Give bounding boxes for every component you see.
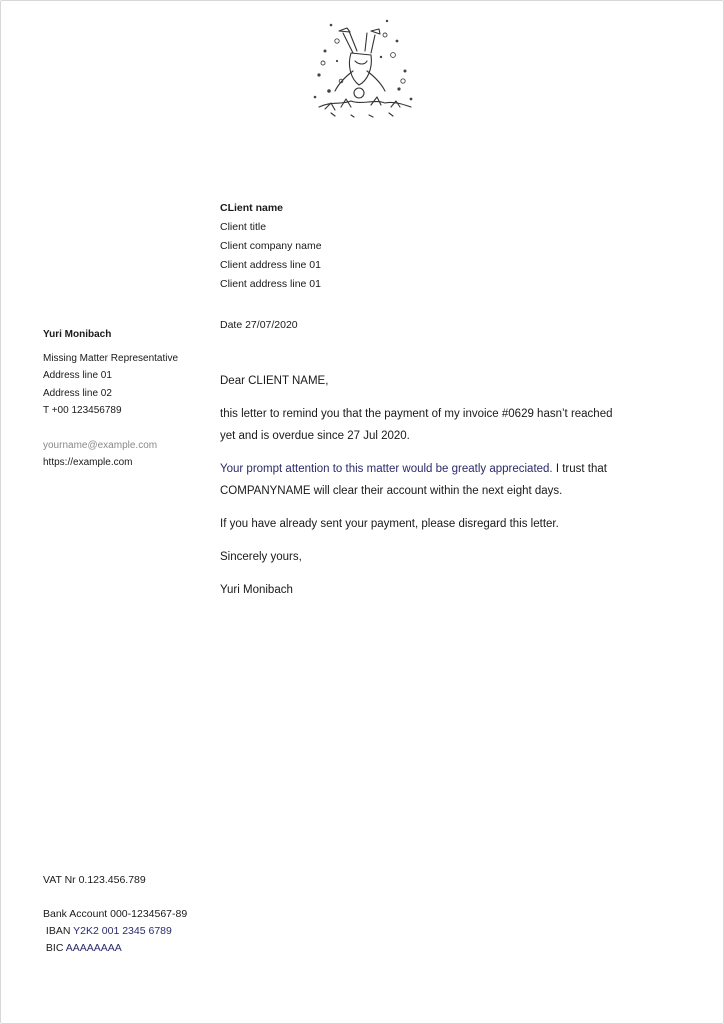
client-address-line-1: Client address line 01 [220, 259, 321, 271]
letter-paragraph-3: If you have already sent your payment, please disregard this letter. [220, 518, 559, 530]
letter-body [220, 370, 620, 612]
letter-paragraph-2-rest: I trust that COMPANYNAME will clear their account within the next eight days. [220, 463, 607, 497]
letter-greeting: Dear CLIENT NAME, [220, 375, 329, 387]
client-title: Client title [220, 221, 267, 233]
sender-address-line-1: Address line 01 [43, 370, 112, 381]
letter-closing: Sincerely yours, [220, 551, 302, 563]
client-company: Client company name [220, 240, 322, 252]
sender-role: Missing Matter Representative [43, 352, 179, 364]
vat-number: VAT Nr 0.123.456.789 [43, 874, 146, 886]
sender-block [43, 326, 178, 472]
sender-website: https://example.com [43, 457, 133, 468]
iban-line [43, 923, 187, 940]
sender-phone: T +00 123456789 [43, 405, 122, 416]
sender-email: yourname@example.com [43, 439, 158, 451]
falling-person-illustration-icon [301, 11, 425, 123]
sender-address-line-2: Address line 02 [43, 387, 112, 399]
letter-paragraph-1: this letter to remind you that the payment of my invoice #0629 hasn’t reached yet and is overdue since 27 Jul 2020. [220, 408, 613, 442]
letter-date: Date 27/07/2020 [220, 319, 298, 331]
bank-account: Bank Account 000-1234567-89 [43, 908, 188, 920]
sender-name: Yuri Monibach [43, 329, 112, 340]
letter-signature: Yuri Monibach [220, 584, 293, 596]
client-address-line-2: Client address line 01 [220, 278, 321, 290]
iban-value: Y2K2 001 2345 6789 [73, 925, 172, 937]
letter-paragraph-2 [220, 458, 620, 502]
client-block [220, 199, 322, 294]
letter-highlight-text: Your prompt attention to this matter would be greatly appreciated. [220, 463, 553, 475]
bic-line [43, 940, 187, 957]
bic-value: AAAAAAAA [65, 942, 122, 954]
footer-block [43, 872, 187, 957]
bic-label: BIC [45, 942, 64, 954]
iban-label: IBAN [45, 925, 71, 937]
client-name: CLient name [220, 202, 284, 214]
